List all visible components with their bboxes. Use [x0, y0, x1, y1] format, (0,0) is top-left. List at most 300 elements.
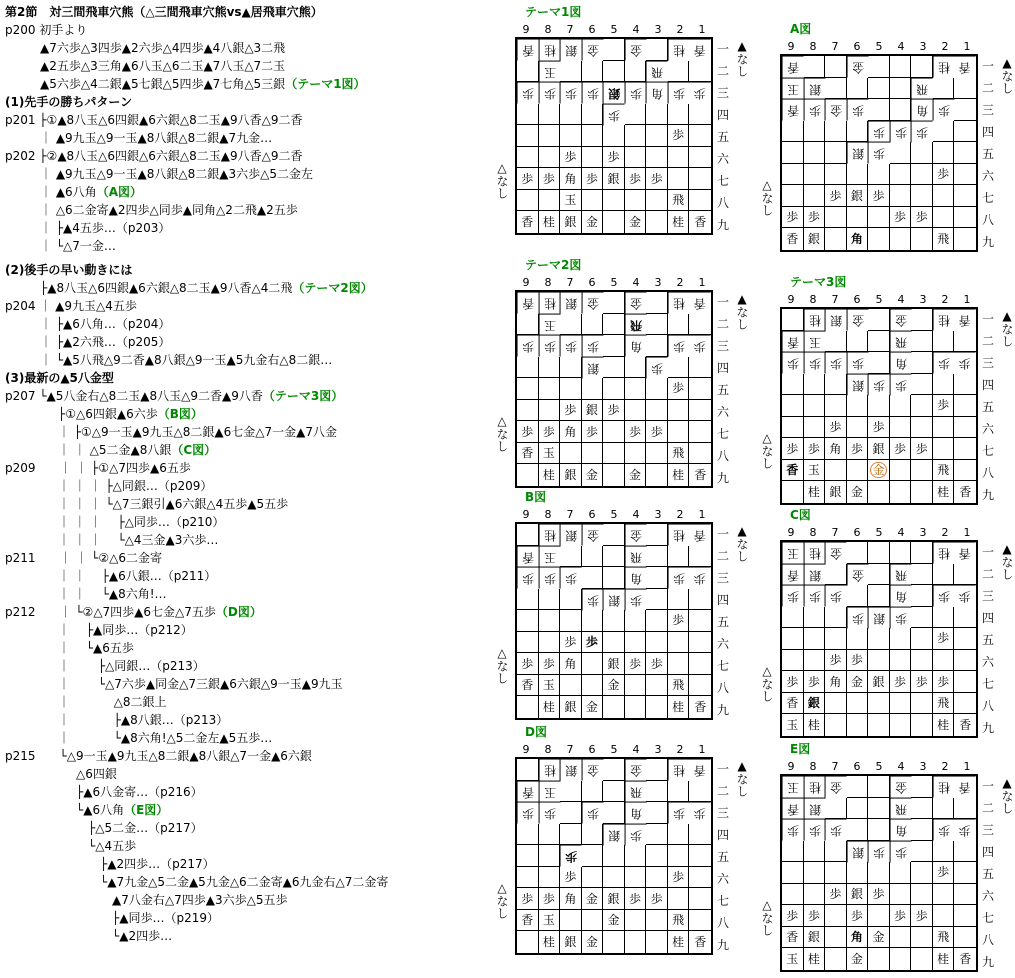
board-square: [625, 147, 647, 169]
shogi-board: [495, 5, 749, 241]
file-label: 7: [566, 743, 574, 756]
board-square: [868, 352, 890, 374]
board-square: [847, 862, 869, 884]
shogi-piece: 歩: [847, 905, 869, 927]
board-square: [517, 524, 539, 546]
shogi-piece: 歩: [782, 352, 804, 374]
board-square: [825, 905, 847, 927]
board-square: [668, 824, 690, 846]
board-square: [668, 104, 690, 126]
shogi-piece: 歩: [825, 884, 847, 906]
board-square: [560, 378, 582, 400]
diagram-ref: （D図）: [215, 605, 262, 619]
board-square: [954, 121, 976, 143]
board-square: [517, 696, 539, 718]
board-square: [804, 417, 826, 439]
board-title: B図: [525, 490, 547, 504]
board-square: [911, 841, 933, 863]
text-line: [76, 839, 136, 853]
text-line: [40, 167, 313, 181]
board-square: [582, 61, 604, 83]
board-square: [582, 378, 604, 400]
board-square: [539, 632, 561, 654]
board-square: [890, 862, 912, 884]
file-label: 5: [875, 526, 883, 539]
rank-label: 二: [981, 334, 994, 348]
shogi-piece: 歩: [911, 671, 933, 693]
board-square: [668, 845, 690, 867]
shogi-piece: 金: [582, 696, 604, 718]
board-square: [517, 589, 539, 611]
rank-labels: [715, 757, 731, 955]
board-square: [825, 142, 847, 164]
line-text: ｜ △6二金寄▲2四歩△同歩▲同角△2二飛▲2五歩: [40, 203, 298, 217]
rank-label: 四: [716, 361, 729, 375]
shogi-piece: 桂: [933, 309, 955, 331]
text-line: [5, 299, 137, 313]
board-square: [689, 314, 711, 336]
shogi-piece: 桂: [668, 39, 690, 61]
text-line: [40, 131, 272, 145]
line-text: p211 ｜ ｜ └②△6二金寄: [5, 551, 162, 565]
board-square: [825, 121, 847, 143]
board-square: [954, 164, 976, 186]
text-line: [58, 533, 218, 547]
line-text: └▲6八角: [76, 803, 125, 817]
board-square: [911, 481, 933, 503]
gote-hand: △なし: [495, 414, 509, 452]
board-square: [825, 607, 847, 629]
file-label: 5: [610, 508, 618, 521]
board-square: [582, 910, 604, 932]
board-square: [646, 931, 668, 953]
line-text: p200 初手より: [5, 23, 88, 37]
rank-label: 一: [716, 295, 729, 309]
text-line: [5, 551, 162, 565]
shogi-piece: 香: [959, 718, 972, 733]
text-line: [58, 695, 167, 709]
board-square: [868, 714, 890, 736]
file-labels: [780, 760, 978, 774]
file-label: 5: [610, 23, 618, 36]
shogi-piece: 歩: [890, 438, 912, 460]
file-label: 5: [875, 40, 883, 53]
file-labels: [515, 743, 713, 757]
board-square: [603, 443, 625, 465]
shogi-piece: 銀: [603, 888, 625, 910]
board-grid: [515, 37, 713, 235]
rank-label: 五: [716, 850, 729, 864]
shogi-piece: 歩: [539, 421, 561, 443]
board-square: [603, 190, 625, 212]
shogi-piece: 歩: [825, 352, 847, 374]
shogi-piece: 歩: [603, 147, 625, 169]
board-square: [954, 650, 976, 672]
rank-label: 四: [716, 828, 729, 842]
shogi-piece: 香: [782, 927, 804, 949]
shogi-piece: 歩: [582, 82, 604, 104]
shogi-piece: 飛: [625, 314, 647, 336]
shogi-piece: 金: [582, 931, 604, 953]
board-square: [804, 185, 826, 207]
board-square: [782, 607, 804, 629]
shogi-piece: 金: [868, 460, 890, 482]
shogi-piece: 歩: [560, 335, 582, 357]
file-label: 1: [698, 276, 706, 289]
board-title: D図: [525, 725, 547, 739]
shogi-piece: 香: [517, 443, 539, 465]
shogi-piece: 桂: [804, 542, 826, 564]
shogi-piece: 銀: [804, 927, 826, 949]
board-square: [782, 628, 804, 650]
shogi-piece: 歩: [804, 352, 826, 374]
board-square: [689, 824, 711, 846]
line-text: p202 ├②▲8八玉△6四銀△6六銀△8二玉▲9八香△9二香: [5, 149, 303, 163]
board-square: [646, 524, 668, 546]
shogi-board: [760, 742, 1014, 978]
shogi-piece: 桂: [539, 39, 561, 61]
shogi-piece: 桂: [804, 948, 826, 970]
board-square: [646, 190, 668, 212]
file-label: 5: [875, 293, 883, 306]
text-line: [58, 515, 224, 529]
sente-hand: ▲なし: [1000, 309, 1014, 347]
shogi-piece: 玉: [539, 781, 561, 803]
rank-label: 七: [981, 191, 994, 205]
board-square: [517, 314, 539, 336]
rank-label: 一: [981, 779, 994, 793]
board-square: [539, 190, 561, 212]
text-line: [76, 929, 172, 943]
board-title: テーマ1図: [525, 5, 582, 19]
rank-label: 五: [981, 400, 994, 414]
rank-label: 九: [981, 235, 994, 249]
board-square: [804, 121, 826, 143]
board-title: C図: [790, 508, 811, 522]
shogi-piece: 香: [517, 546, 539, 568]
rank-label: 五: [716, 130, 729, 144]
shogi-piece: 香: [689, 39, 711, 61]
shogi-piece: 歩: [603, 400, 625, 422]
line-text: △6四銀: [76, 767, 117, 781]
shogi-piece: 歩: [668, 82, 690, 104]
board-square: [646, 589, 668, 611]
shogi-piece: 歩: [560, 400, 582, 422]
shogi-piece: 歩: [847, 650, 869, 672]
text-line: [5, 389, 343, 403]
rank-label: 一: [716, 527, 729, 541]
shogi-piece: 桂: [539, 464, 561, 486]
shogi-piece: 歩: [625, 421, 647, 443]
line-text: (1)先手の勝ちパターン: [5, 95, 133, 109]
sente-hand: ▲なし: [735, 759, 749, 797]
line-text: ｜ ▲6八角: [40, 185, 97, 199]
shogi-piece: 歩: [517, 653, 539, 675]
board-square: [911, 460, 933, 482]
board-grid: [515, 757, 713, 955]
shogi-piece: 角: [646, 82, 668, 104]
text-line: [40, 317, 170, 331]
file-label: 1: [963, 40, 971, 53]
shogi-piece: 香: [694, 700, 707, 715]
board-square: [603, 610, 625, 632]
shogi-piece: 香: [782, 56, 804, 78]
shogi-piece: 香: [782, 228, 804, 250]
text-line: [58, 497, 288, 511]
rank-label: 四: [716, 108, 729, 122]
shogi-piece: 歩: [825, 585, 847, 607]
shogi-piece: 香: [689, 524, 711, 546]
board-square: [603, 567, 625, 589]
shogi-piece: 銀: [847, 884, 869, 906]
shogi-piece: 金: [890, 776, 912, 798]
board-square: [689, 104, 711, 126]
shogi-piece: 金: [847, 671, 869, 693]
shogi-piece: 香: [782, 693, 804, 715]
board-square: [890, 164, 912, 186]
file-label: 9: [787, 526, 795, 539]
board-square: [847, 542, 869, 564]
shogi-piece: 歩: [539, 888, 561, 910]
board-square: [911, 628, 933, 650]
shogi-piece: 歩: [539, 335, 561, 357]
shogi-piece: 香: [954, 542, 976, 564]
shogi-piece: 歩: [625, 82, 647, 104]
board-square: [847, 693, 869, 715]
board-square: [582, 546, 604, 568]
shogi-piece: 銀: [560, 464, 582, 486]
shogi-piece: 歩: [560, 147, 582, 169]
board-square: [560, 824, 582, 846]
line-text: p212 ｜ └②△7四歩▲6七金△7五歩: [5, 605, 216, 619]
board-square: [868, 481, 890, 503]
file-label: 2: [941, 526, 949, 539]
board-square: [603, 378, 625, 400]
shogi-piece: 銀: [560, 211, 582, 233]
board-square: [825, 798, 847, 820]
board-square: [582, 653, 604, 675]
board-square: [911, 142, 933, 164]
board-square: [689, 443, 711, 465]
file-label: 4: [897, 760, 905, 773]
shogi-piece: 歩: [560, 567, 582, 589]
board-square: [625, 61, 647, 83]
board-square: [954, 693, 976, 715]
board-square: [890, 395, 912, 417]
diagram-ref: （テーマ2図）: [292, 281, 373, 295]
board-square: [890, 460, 912, 482]
shogi-piece: 歩: [868, 142, 890, 164]
board-square: [625, 125, 647, 147]
shogi-piece: 歩: [625, 888, 647, 910]
file-label: 7: [831, 40, 839, 53]
board-square: [954, 628, 976, 650]
board-square: [911, 884, 933, 906]
text-line: [58, 659, 205, 673]
shogi-piece: 飛: [890, 331, 912, 353]
diagram-ref: （A図）: [96, 185, 142, 199]
shogi-piece: 歩: [625, 589, 647, 611]
board-square: [954, 228, 976, 250]
text-line: [5, 113, 303, 127]
shogi-piece: 歩: [933, 862, 955, 884]
board-title: テーマ3図: [790, 275, 847, 289]
shogi-piece: 銀: [847, 374, 869, 396]
text-line: [40, 77, 366, 91]
sente-hand: ▲なし: [735, 292, 749, 330]
board-square: [825, 228, 847, 250]
board-square: [603, 61, 625, 83]
shogi-piece: 歩: [804, 207, 826, 229]
board-square: [782, 164, 804, 186]
board-square: [804, 862, 826, 884]
line-text: ｜ ｜ └▲8六角!…: [58, 587, 167, 601]
shogi-piece: 歩: [933, 99, 955, 121]
shogi-board: [495, 258, 749, 494]
board-square: [560, 610, 582, 632]
board-square: [539, 147, 561, 169]
rank-label: 四: [981, 125, 994, 139]
board-square: [582, 104, 604, 126]
shogi-piece: 銀: [868, 671, 890, 693]
shogi-piece: 歩: [847, 99, 869, 121]
diagram-ref: （テーマ3図）: [262, 389, 344, 403]
shogi-piece: 歩: [582, 802, 604, 824]
rank-label: 一: [716, 42, 729, 56]
board-square: [582, 781, 604, 803]
diagram-ref: （C図）: [171, 443, 217, 457]
line-text: ｜ ｜ ｜ └△4三金▲3六歩…: [58, 533, 219, 547]
board-square: [804, 841, 826, 863]
file-label: 4: [632, 743, 640, 756]
board-square: [933, 564, 955, 586]
board-square: [582, 845, 604, 867]
board-square: [646, 675, 668, 697]
file-label: 2: [676, 743, 684, 756]
board-square: [517, 632, 539, 654]
shogi-piece: 歩: [582, 335, 604, 357]
text-line: [76, 857, 215, 871]
board-square: [560, 781, 582, 803]
board-square: [868, 948, 890, 970]
file-label: 4: [897, 526, 905, 539]
shogi-piece: 歩: [782, 438, 804, 460]
text-line: [58, 731, 272, 745]
shogi-piece: 飛: [668, 675, 690, 697]
file-label: 9: [787, 40, 795, 53]
board-square: [911, 56, 933, 78]
board-square: [890, 56, 912, 78]
shogi-piece: 飛: [933, 228, 955, 250]
board-square: [560, 589, 582, 611]
file-label: 6: [853, 760, 861, 773]
rank-label: 九: [981, 955, 994, 969]
rank-label: 八: [981, 933, 994, 947]
board-square: [646, 802, 668, 824]
shogi-piece: 桂: [933, 948, 955, 970]
board-square: [933, 607, 955, 629]
file-label: 3: [654, 23, 662, 36]
file-label: 2: [676, 508, 684, 521]
shogi-piece: 歩: [804, 438, 826, 460]
board-square: [890, 481, 912, 503]
board-square: [603, 464, 625, 486]
rank-label: 九: [716, 938, 729, 952]
board-square: [646, 464, 668, 486]
board-square: [933, 374, 955, 396]
board-square: [782, 417, 804, 439]
shogi-piece: 飛: [625, 546, 647, 568]
rank-label: 二: [716, 784, 729, 798]
shogi-piece: 桂: [539, 759, 561, 781]
gote-hand: △なし: [495, 646, 509, 684]
board-square: [668, 421, 690, 443]
shogi-piece: 歩: [582, 632, 604, 654]
board-square: [625, 378, 647, 400]
shogi-piece: 歩: [625, 824, 647, 846]
shogi-piece: 桂: [668, 292, 690, 314]
text-line: [58, 677, 343, 691]
shogi-piece: 角: [825, 438, 847, 460]
board-square: [689, 357, 711, 379]
rank-label: 三: [716, 806, 729, 820]
shogi-piece: 桂: [933, 714, 955, 736]
shogi-piece: 飛: [933, 460, 955, 482]
board-square: [804, 628, 826, 650]
board-square: [603, 781, 625, 803]
shogi-piece: 歩: [804, 819, 826, 841]
shogi-piece: 歩: [890, 121, 912, 143]
board-square: [689, 675, 711, 697]
shogi-piece: 桂: [933, 481, 955, 503]
board-square: [560, 104, 582, 126]
shogi-piece: 香: [782, 460, 804, 482]
diagram-ref: （テーマ1図）: [285, 77, 366, 91]
board-square: [560, 125, 582, 147]
board-square: [539, 610, 561, 632]
board-square: [847, 78, 869, 100]
rank-label: 一: [981, 312, 994, 326]
line-text: ｜ ├▲同歩…（p212）: [58, 623, 193, 637]
shogi-piece: 香: [694, 215, 707, 230]
text-line: [58, 587, 167, 601]
file-label: 6: [588, 23, 596, 36]
board-square: [954, 374, 976, 396]
line-text: p209 ｜ ｜ ├①△7四歩▲6五歩: [5, 461, 191, 475]
text-line: [40, 59, 285, 73]
file-label: 2: [941, 760, 949, 773]
rank-label: 八: [716, 449, 729, 463]
board-square: [582, 190, 604, 212]
board-square: [517, 125, 539, 147]
board-square: [911, 395, 933, 417]
shogi-piece: 歩: [646, 653, 668, 675]
shogi-piece: 銀: [804, 564, 826, 586]
shogi-piece: 銀: [804, 798, 826, 820]
file-label: 4: [897, 293, 905, 306]
board-square: [668, 888, 690, 910]
file-label: 9: [522, 508, 530, 521]
board-grid: [780, 774, 978, 972]
shogi-piece: 歩: [689, 567, 711, 589]
line-text: ｜ └△7一金…: [40, 239, 116, 253]
diagram-ref: （E図）: [124, 803, 169, 817]
board-square: [825, 714, 847, 736]
board-square: [954, 884, 976, 906]
shogi-piece: 歩: [668, 802, 690, 824]
file-label: 8: [809, 40, 817, 53]
text-line: [76, 803, 168, 817]
